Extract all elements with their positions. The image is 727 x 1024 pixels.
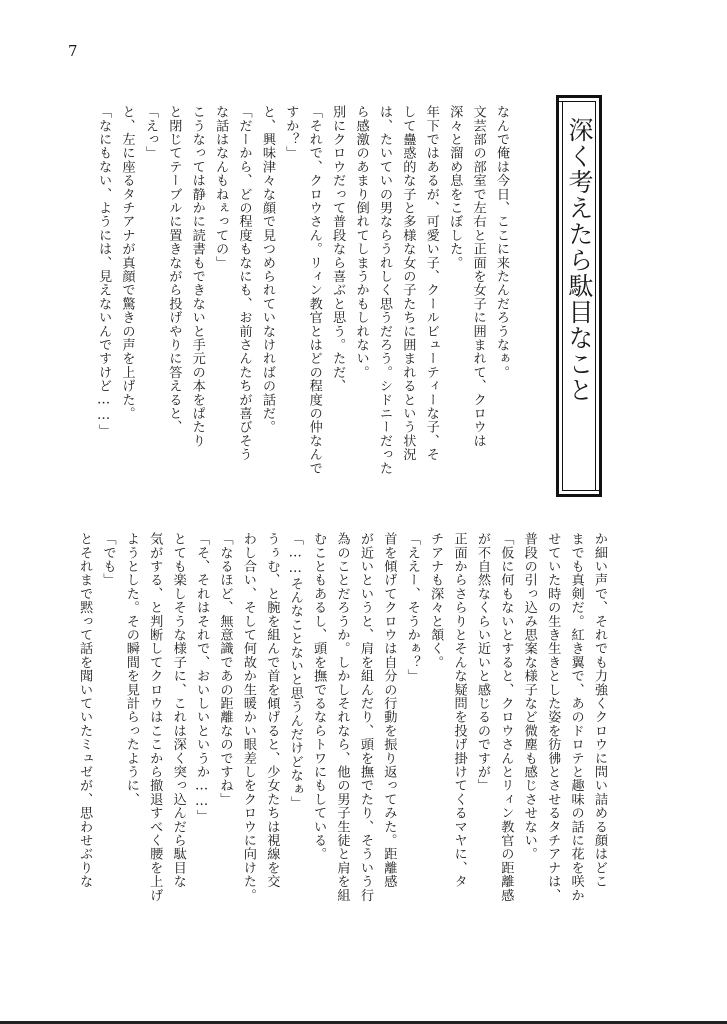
text-line: 為のことだろうか。しかしそれなら、他の男子生徒と肩を組 xyxy=(334,532,350,902)
text-line: 年下ではあるが、可愛い子、クールビューティーな子、そ xyxy=(423,105,439,462)
text-line: 首を傾げてクロウは自分の行動を振り返ってみた。距離感 xyxy=(381,532,397,889)
text-line: とそれまで黙って話を聞いていたミュゼが、思わせぶりな xyxy=(77,532,93,889)
text-line: 正面からさらりとそんな疑問を投げ掛けてくるマヤに、タ xyxy=(451,532,467,889)
text-line: とても楽しそうな様子に、これは深く突っ込んだら駄目な xyxy=(170,532,186,889)
text-line: 「ええー、そうかぁ？」 xyxy=(404,532,420,683)
text-line: うぅむ、と腕を組んで首を傾げると、少女たちは視線を交 xyxy=(264,532,280,889)
text-line: わし合い、そして何故か生暖かい眼差しをクロウに向けた。 xyxy=(240,532,256,902)
text-line: ようとした。その瞬間を見計らったように、 xyxy=(123,532,139,806)
text-line: 「仮に何もないとすると、クロウさんとリィン教官の距離感 xyxy=(498,532,514,902)
chapter-title-box xyxy=(556,95,602,497)
text-line: せていた時の生き生きとした姿を彷彿とさせるタチアナは、 xyxy=(545,532,561,902)
text-line: と、左に座るタチアナが真顔で驚きの声を上げた。 xyxy=(119,105,135,421)
text-line: すか？」 xyxy=(283,105,299,160)
text-line: までも真剣だ。紅き翼で、あのドロテと趣味の話に花を咲か xyxy=(568,532,584,902)
text-line: 文芸部の部室で左右と正面を女子に囲まれて、クロウは xyxy=(470,105,486,448)
text-line: ら感激のあまり倒れてしまうかもしれない。 xyxy=(353,105,369,379)
text-line: は、たいていの男ならうれしく思うだろう。シドニーだった xyxy=(376,105,392,475)
text-line: 「でも」 xyxy=(100,532,116,587)
text-line: 「なにもない、ようには、見えないんですけど……」 xyxy=(96,105,112,438)
text-line: チアナも深々と頷く。 xyxy=(428,532,444,669)
page-number: 7 xyxy=(68,42,78,60)
text-line: が不自然なくらい近いと感じるのですが」 xyxy=(474,532,490,793)
text-line: 「そ、それはそれで、おいしいというか……」 xyxy=(194,532,210,824)
text-line: むこともあるし、頭を撫でるならトワにもしている。 xyxy=(311,532,327,861)
text-line: 深々と溜め息をこぼした。 xyxy=(447,105,463,270)
text-line: して蠱惑的な子と多様な女の子たちに囲まれるという状況 xyxy=(400,105,416,462)
chapter-title: 深く考えたら駄目なこと xyxy=(565,117,594,403)
text-line: か細い声で、それでも力強くクロウに問い詰める顔はどこ xyxy=(592,532,607,889)
body-text-bottom xyxy=(73,532,611,952)
text-line: 「えっ」 xyxy=(142,105,158,160)
text-line: と閉じてテーブルに置きながら投げやりに答えると、 xyxy=(166,105,182,434)
text-line: 気がする、と判断してクロウはここから撤退すべく腰を上げ xyxy=(147,532,163,902)
body-text-top xyxy=(92,105,513,505)
text-line: 「……そんなことないと思うんだけどなぁ」 xyxy=(287,532,303,810)
text-line: こうなっては静かに読書もできないと手元の本をぱたり xyxy=(189,105,205,448)
text-line: が近いというと、肩を組んだり、頭を撫でたり、そういう行 xyxy=(357,532,373,902)
text-line: 普段の引っ込み思案な様子など微塵も感じさせない。 xyxy=(521,532,537,861)
text-line: 「それで、クロウさん。リィン教官とはどの程度の仲なんで xyxy=(306,105,322,475)
text-line: な話はなんもねぇっての」 xyxy=(213,105,229,270)
text-line: なんで俺は今日、ここに来たんだろうなぁ。 xyxy=(494,105,509,379)
text-line: と、興味津々な顔で見つめられていなければの話だ。 xyxy=(259,105,275,434)
text-line: 別にクロウだって普段なら喜ぶと思う。ただ、 xyxy=(330,105,346,393)
text-line: 「なるほど、無意識であの距離なのですね」 xyxy=(217,532,233,806)
text-line: 「だーから、どの程度もなにも、お前さんたちが喜びそう xyxy=(236,105,252,462)
